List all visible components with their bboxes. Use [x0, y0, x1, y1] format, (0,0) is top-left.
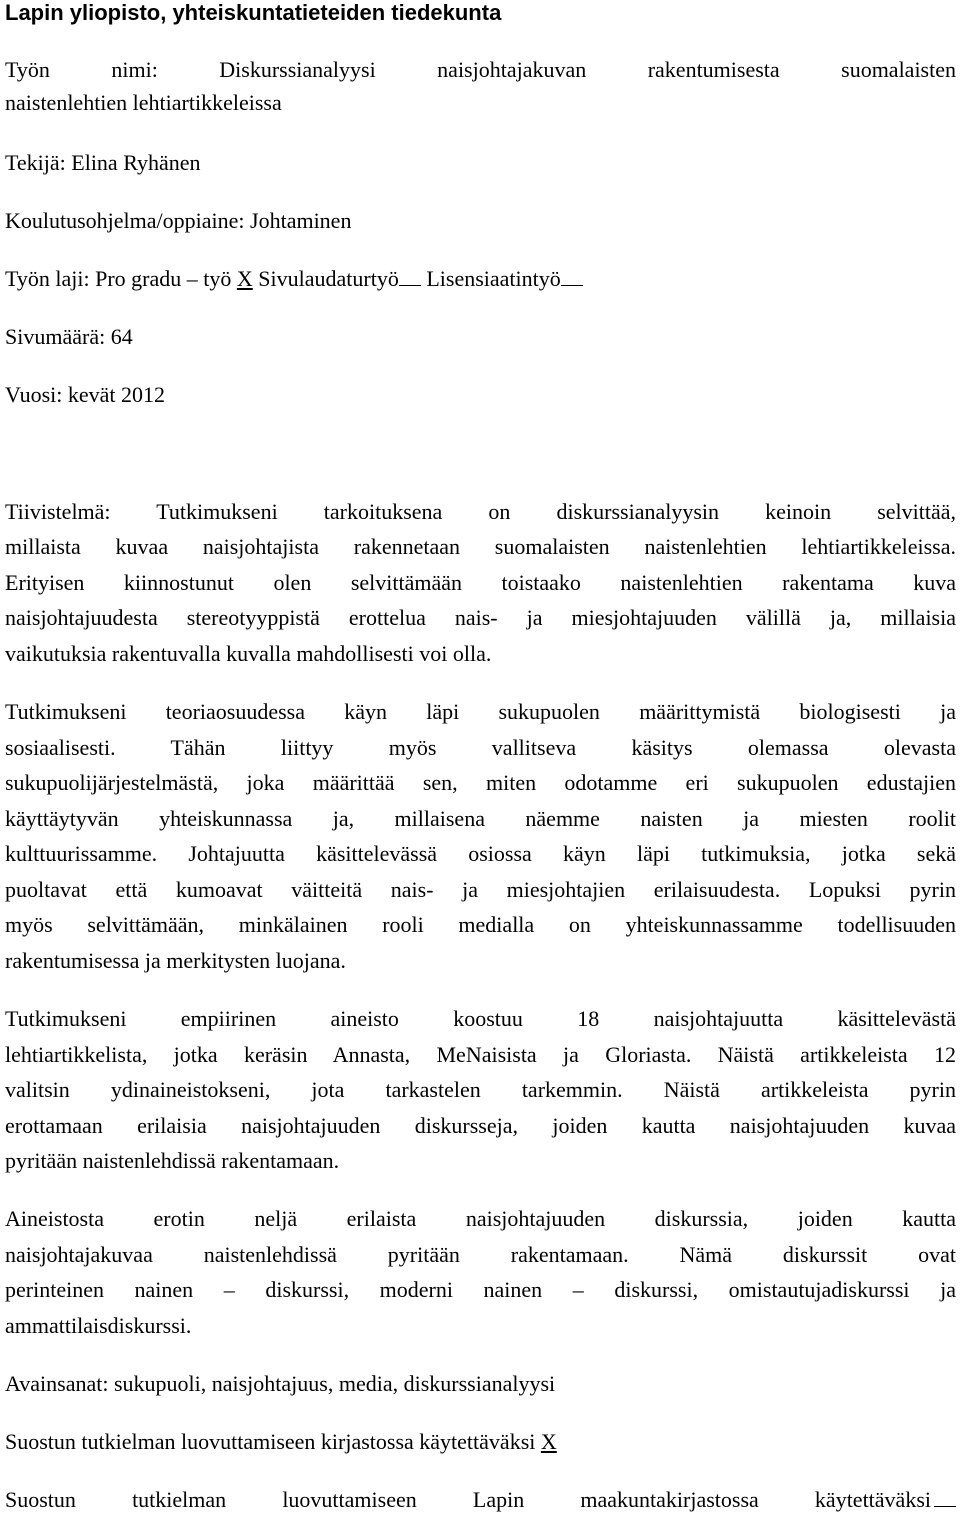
abstract-p2-line: Tutkimukseni teoriaosuudessa käyn läpi sukupuolen määrittymistä biologisesti ja [5, 699, 956, 724]
consent-library-mark: X [540, 1429, 557, 1454]
abstract-p4-line: naisjohtajakuvaa naistenlehdissä pyritään rakentamaan. Nämä diskurssit ovat [5, 1242, 956, 1267]
abstract-p2-line: myös selvittämään, minkälainen rooli medialla on yhteiskunnassamme todellisuuden [5, 912, 956, 937]
keywords-line: Avainsanat: sukupuoli, naisjohtajuus, media, diskurssianalyysi [5, 1371, 556, 1396]
consent-regional-library-line [5, 1482, 956, 1518]
page-count-line: Sivumäärä: 64 [5, 324, 133, 349]
abstract-p3-line: erottamaan erilaisia naisjohtajuuden diskursseja, joiden kautta naisjohtajuuden kuvaa [5, 1113, 956, 1138]
abstract-p2-line: käyttäytyvän yhteiskunnassa ja, millaisena näemme naisten ja miesten roolit [5, 806, 956, 831]
abstract-p4-line: perinteinen nainen – diskurssi, moderni nainen – diskurssi, omistautujadiskurssi ja [5, 1277, 956, 1302]
abstract-p4-line: Aineistosta erotin neljä erilaista naisjohtajuuden diskurssia, joiden kautta [5, 1206, 956, 1231]
abstract-p1-line: Erityisen kiinnostunut olen selvittämään toistaako naistenlehtien rakentama kuva [5, 570, 956, 595]
work-type-selected-mark: X [236, 266, 253, 291]
consent-library-text: Suostun tutkielman luovuttamiseen kirjastossa käytettäväksi [5, 1429, 541, 1454]
author-line: Tekijä: Elina Ryhänen [5, 150, 201, 175]
abstract-p2-line: sukupuolijärjestelmästä, joka määrittää sen, miten odotamme eri sukupuolen edustajien [5, 770, 956, 795]
work-type-blank-1 [399, 267, 421, 286]
work-title-line-2: naistenlehtien lehtiartikkeleissa [5, 90, 282, 115]
abstract-p2-line: kulttuurissamme. Johtajuutta käsittelevässä osiossa käyn läpi tutkimuksia, jotka sekä [5, 841, 956, 866]
abstract-p1-line: vaikutuksia rakentuvalla kuvalla mahdollisesti voi olla. [5, 641, 492, 666]
work-type-blank-2 [561, 267, 583, 286]
consent-regional-library-text: Suostun tutkielman luovuttamiseen Lapin maakuntakirjastossa käytettäväksi [5, 1487, 931, 1512]
consent-regional-library-blank [934, 1488, 956, 1507]
abstract-p3-line: lehtiartikkelista, jotka keräsin Annasta, MeNaisista ja Gloriasta. Näistä artikkeleista 12 [5, 1042, 956, 1067]
abstract-p1-line: Tiivistelmä: Tutkimukseni tarkoituksena on diskurssianalyysin keinoin selvittää, [5, 499, 956, 524]
consent-library-line [5, 1424, 557, 1460]
abstract-p4-line: ammattilaisdiskurssi. [5, 1313, 192, 1338]
year-line: Vuosi: kevät 2012 [5, 382, 165, 407]
abstract-p3-line: pyritään naistenlehdissä rakentamaan. [5, 1148, 340, 1173]
abstract-p2-line: sosiaalisesti. Tähän liittyy myös vallitseva käsitys olemassa olevasta [5, 735, 956, 760]
work-title-line-1: Työn nimi: Diskurssianalyysi naisjohtajakuvan rakentumisesta suomalaisten [5, 57, 956, 82]
abstract-p1-line: naisjohtajuudesta stereotyyppistä erottelua nais- ja miesjohtajuuden välillä ja, millaisia [5, 605, 956, 630]
abstract-p3-line: valitsin ydinaineistokseni, jota tarkastelen tarkemmin. Näistä artikkeleista pyrin [5, 1077, 956, 1102]
abstract-p2-line: rakentumisessa ja merkitysten luojana. [5, 948, 346, 973]
work-type-prefix: Työn laji: Pro gradu – työ [5, 266, 237, 291]
work-type-option-sivulaudatur: Sivulaudaturtyö [252, 266, 399, 291]
document-heading: Lapin yliopisto, yhteiskuntatieteiden tiedekunta [5, 0, 502, 25]
work-type-line [5, 261, 583, 297]
programme-line: Koulutusohjelma/oppiaine: Johtaminen [5, 208, 352, 233]
abstract-p3-line: Tutkimukseni empiirinen aineisto koostuu 18 naisjohtajuutta käsittelevästä [5, 1006, 956, 1031]
abstract-p1-line: millaista kuvaa naisjohtajista rakennetaan suomalaisten naistenlehtien lehtiartikkeleissa. [5, 534, 956, 559]
abstract-p2-line: puoltavat että kumoavat väitteitä nais- ja miesjohtajien erilaisuudesta. Lopuksi pyrin [5, 877, 956, 902]
work-type-option-lisensiaatti: Lisensiaatintyö [420, 266, 561, 291]
